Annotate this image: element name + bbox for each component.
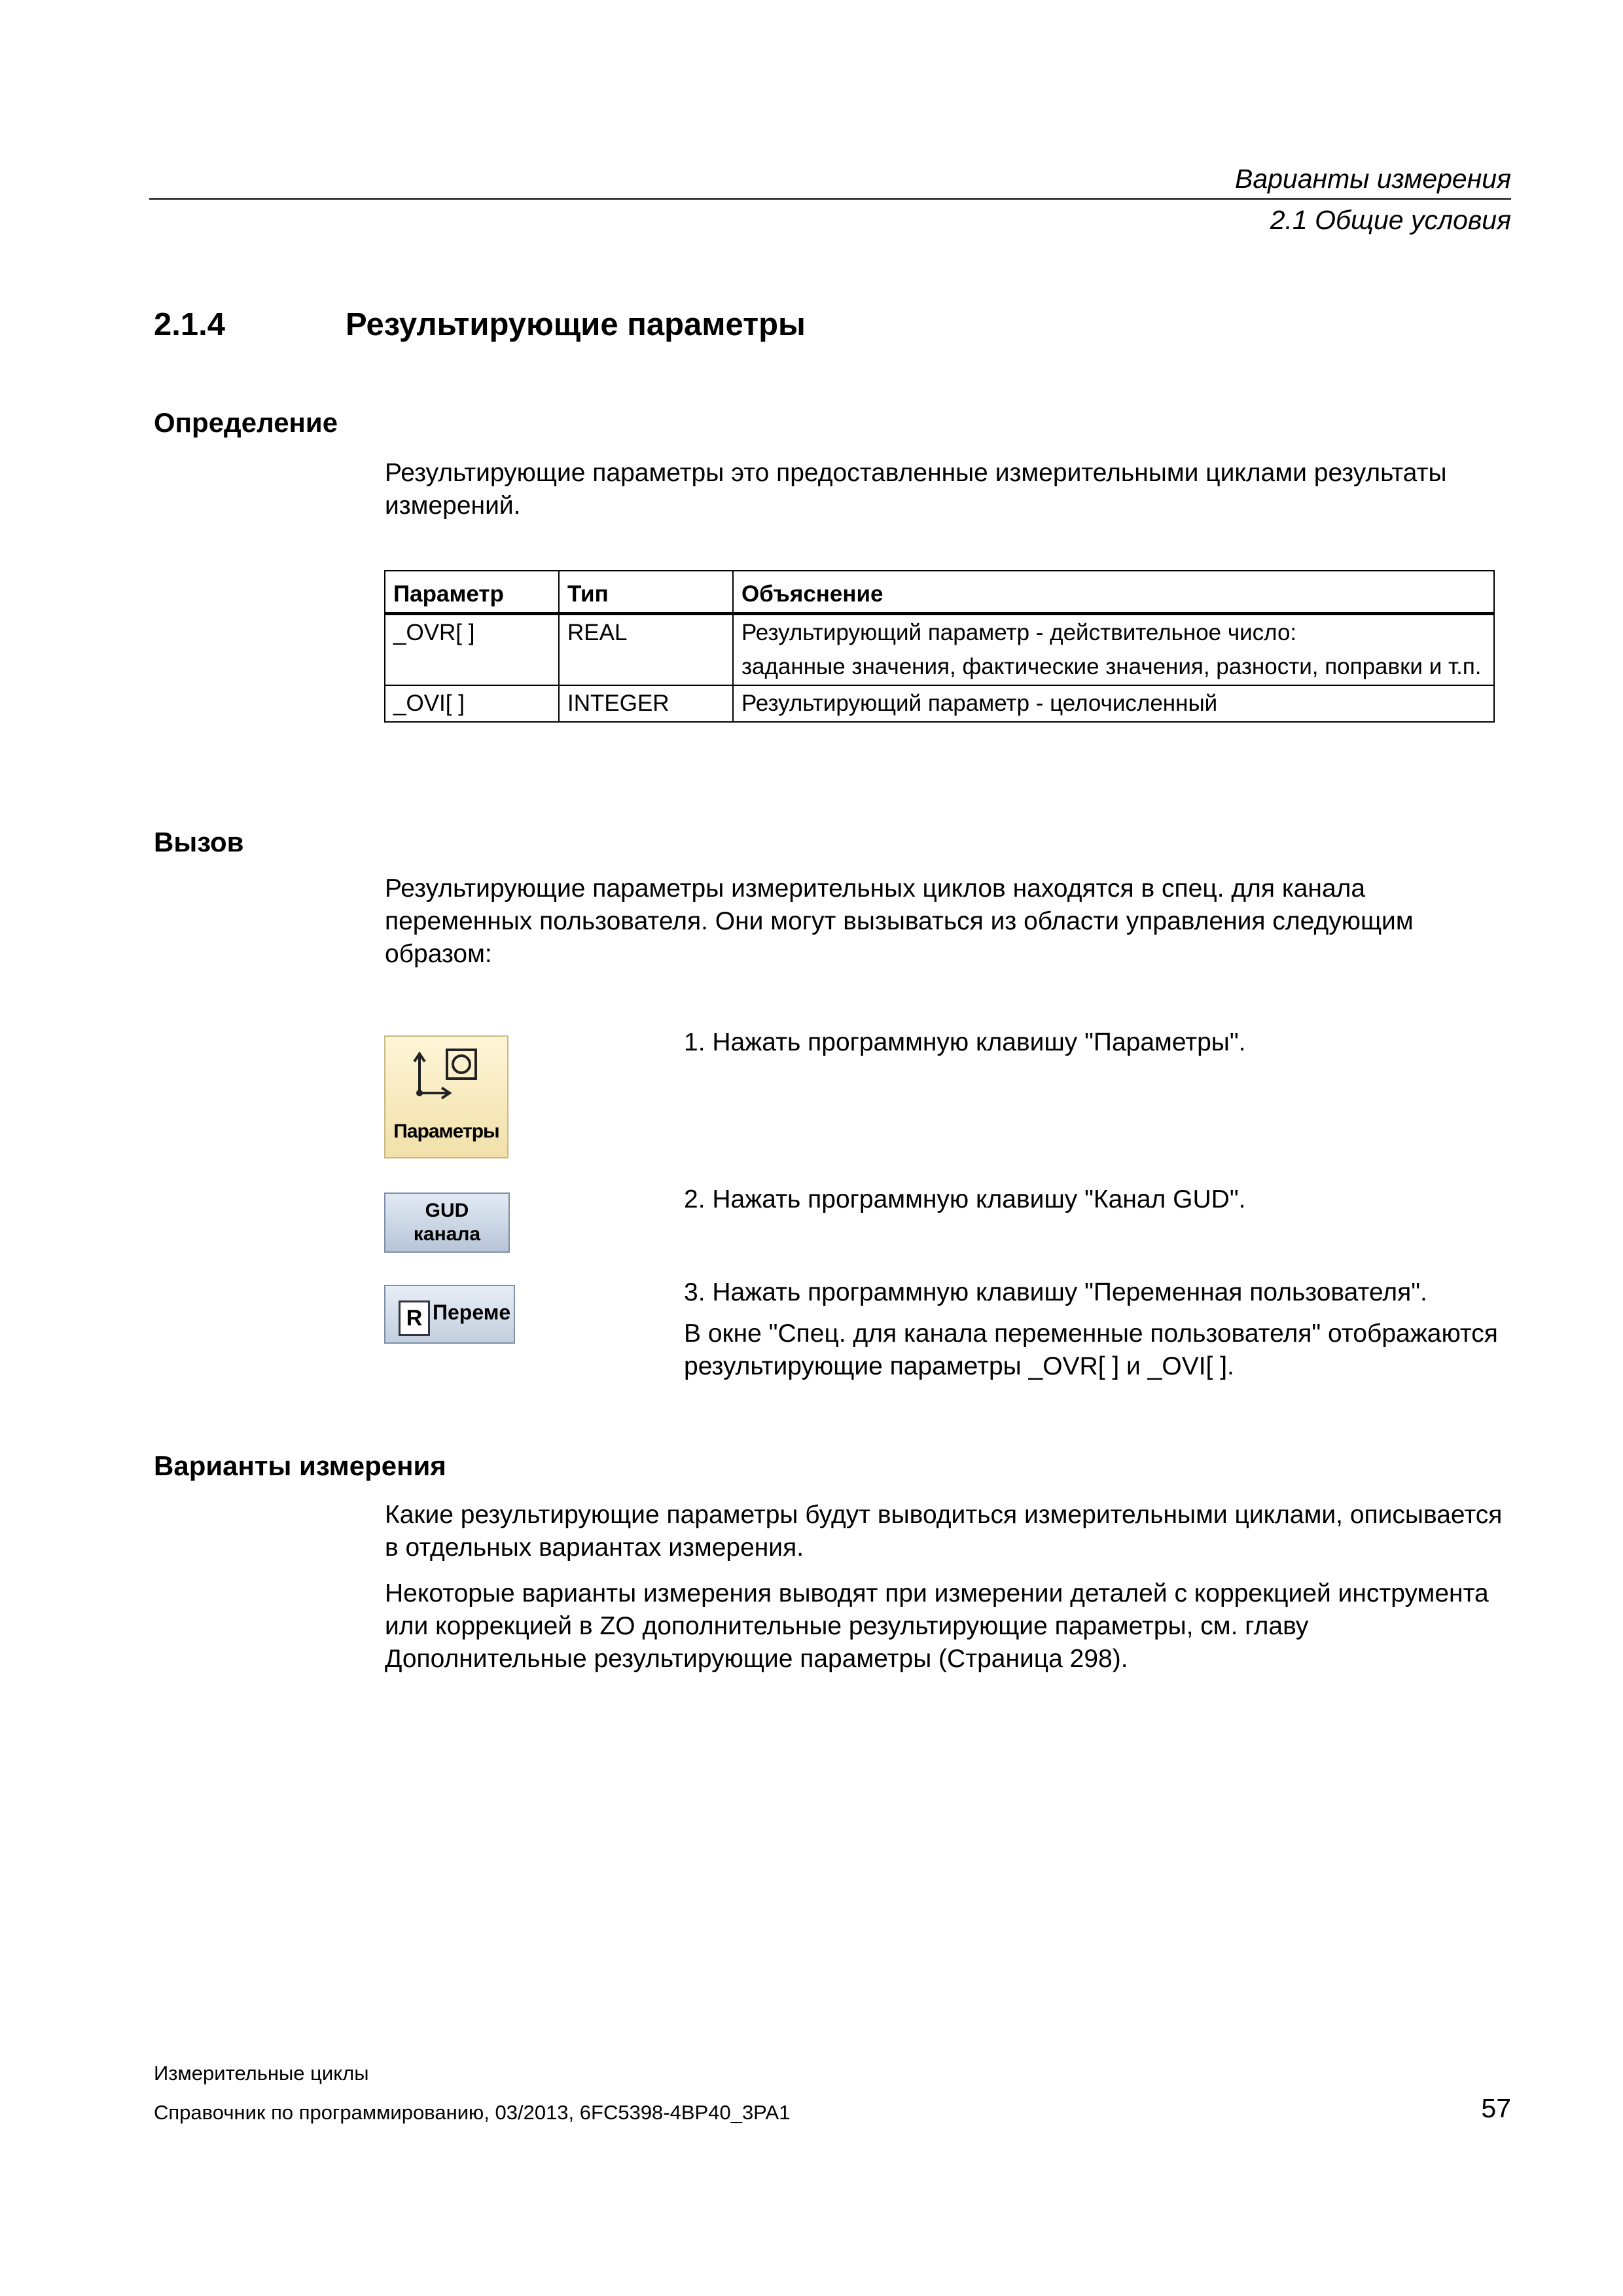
table-row bbox=[385, 614, 1494, 686]
parameters-icon bbox=[385, 1037, 510, 1109]
table-header-explanation: Объяснение bbox=[733, 571, 1494, 614]
header-rule bbox=[149, 198, 1511, 200]
softkey-parameters-label: Параметры bbox=[393, 1121, 499, 1142]
variants-text-2: Некоторые варианты измерения выводят при измерении деталей с коррекцией инструмента или коррекцией в ZO дополнительные результирующие параметры, см. главу Дополнительные результирующие параметры (Страница 298). bbox=[385, 1579, 1489, 1673]
softkey-gud-label bbox=[385, 1199, 508, 1246]
table-cell-explanation bbox=[733, 614, 1494, 686]
step-3-note: В окне "Спец. для канала переменные пользователя" отображаются результирующие параметры _OVR[ ] и _OVI[ ]. bbox=[684, 1319, 1498, 1380]
table-header-row bbox=[385, 571, 1494, 614]
table-header-type: Тип bbox=[559, 571, 733, 614]
footer-subtitle: Справочник по программированию, 03/2013, 6FC5398-4BP40_3PA1 bbox=[154, 2101, 791, 2124]
running-header-section: 2.1 Общие условия bbox=[1270, 205, 1511, 235]
table-cell-param: _OVR[ ] bbox=[385, 614, 559, 686]
section-title: Результирующие параметры bbox=[346, 307, 806, 342]
explanation-main: Результирующий параметр - действительное число: bbox=[741, 620, 1297, 645]
variants-heading: Варианты измерения bbox=[154, 1450, 446, 1481]
table-cell-param: _OVI[ ] bbox=[385, 685, 559, 722]
softkey-parameters bbox=[384, 1035, 508, 1158]
explanation-extra: заданные значения, фактические значения, разности, поправки и т.п. bbox=[741, 654, 1482, 679]
softkey-user-variable-label: Переме bbox=[433, 1300, 511, 1324]
table-cell-explanation: Результирующий параметр - целочисленный bbox=[733, 685, 1494, 722]
call-text: Результирующие параметры измерительных циклов находятся в спец. для канала переменных пользователя. Они могут вызываться из области управления следующим образом: bbox=[385, 874, 1414, 968]
softkey-channel-gud bbox=[384, 1193, 510, 1253]
footer-title: Измерительные циклы bbox=[154, 2062, 369, 2085]
table-cell-type: INTEGER bbox=[559, 685, 733, 722]
softkey-user-variable bbox=[384, 1285, 515, 1344]
result-params-table bbox=[384, 570, 1495, 723]
step-2: 2. Нажать программную клавишу "Канал GUD". bbox=[684, 1185, 1246, 1213]
variants-text-1: Какие результирующие параметры будут выводиться измерительными циклами, описывается в отдельных вариантах измерения. bbox=[385, 1501, 1503, 1562]
step-3: 3. Нажать программную клавишу "Переменная пользователя". bbox=[684, 1278, 1427, 1306]
softkey-gud-line2: канала bbox=[413, 1223, 481, 1245]
running-header-chapter: Варианты измерения bbox=[1234, 164, 1511, 194]
page-number: 57 bbox=[1481, 2093, 1511, 2123]
table-row bbox=[385, 685, 1494, 722]
table-header-param: Параметр bbox=[385, 571, 559, 614]
section-number: 2.1.4 bbox=[154, 307, 225, 342]
definition-text: Результирующие параметры это предоставленные измерительными циклами результаты измерений. bbox=[385, 459, 1447, 520]
table-cell-type: REAL bbox=[559, 614, 733, 686]
definition-heading: Определение bbox=[154, 407, 338, 438]
call-heading: Вызов bbox=[154, 827, 244, 857]
r-variable-icon: R bbox=[399, 1300, 430, 1336]
step-1: 1. Нажать программную клавишу "Параметры". bbox=[684, 1028, 1246, 1056]
softkey-gud-line1: GUD bbox=[425, 1200, 469, 1221]
